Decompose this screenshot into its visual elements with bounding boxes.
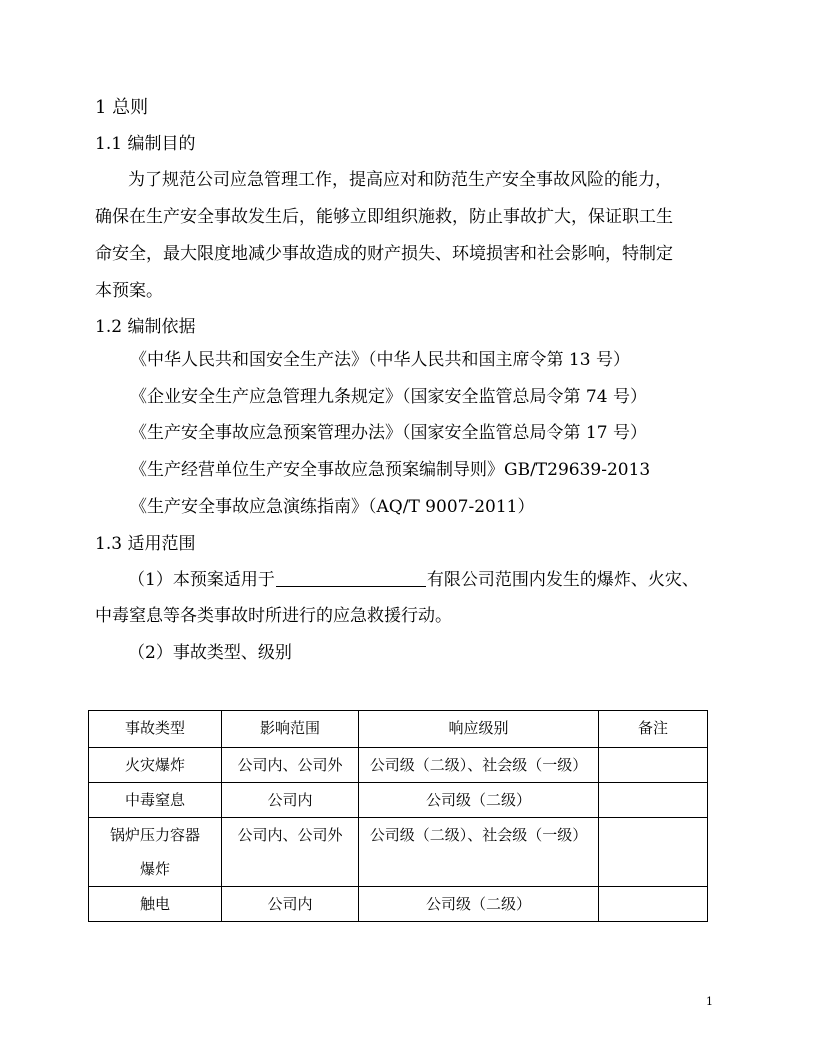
table-cell bbox=[599, 748, 708, 783]
table-cell bbox=[89, 818, 222, 887]
table-header-cell: 响应级别 bbox=[359, 711, 599, 748]
table-header-cell: 事故类型 bbox=[89, 711, 222, 748]
purpose-paragraph-line: 为了规范公司应急管理工作，提高应对和防范生产安全事故风险的能力， bbox=[128, 170, 672, 190]
table-cell bbox=[599, 818, 708, 887]
table-cell: 公司内、公司外 bbox=[222, 818, 359, 887]
table-cell-line: 锅炉压力容器 bbox=[109, 826, 200, 844]
company-name-blank bbox=[276, 569, 426, 587]
table-cell: 公司内 bbox=[222, 887, 359, 922]
reference-item: 《企业安全生产应急管理九条规定》（国家安全监管总局令第 74 号） bbox=[130, 387, 647, 407]
table-header-row bbox=[89, 711, 708, 748]
page-number: 1 bbox=[706, 995, 713, 1008]
table-header-cell: 影响范围 bbox=[222, 711, 359, 748]
section-heading-purpose: 1.1 编制目的 bbox=[95, 134, 196, 154]
scope-item-2: （2）事故类型、级别 bbox=[128, 643, 292, 663]
table-cell: 火灾爆炸 bbox=[89, 748, 222, 783]
table-cell: 公司级（二级）、社会级（一级） bbox=[359, 818, 599, 887]
reference-item: 《中华人民共和国安全生产法》（中华人民共和国主席令第 13 号） bbox=[130, 350, 630, 370]
table-row bbox=[89, 748, 708, 783]
table-cell: 公司内、公司外 bbox=[222, 748, 359, 783]
scope-item-1-after: 有限公司范围内发生的爆炸、火灾、 bbox=[426, 570, 699, 590]
section-heading-scope: 1.3 适用范围 bbox=[95, 534, 196, 554]
scope-item-1-continuation: 中毒窒息等各类事故时所进行的应急救援行动。 bbox=[95, 606, 452, 626]
table-row bbox=[89, 818, 708, 887]
table-cell: 公司级（二级）、社会级（一级） bbox=[359, 748, 599, 783]
scope-item-1 bbox=[128, 569, 699, 591]
table-cell bbox=[599, 887, 708, 922]
section-heading-basis: 1.2 编制依据 bbox=[95, 317, 196, 337]
table-cell: 公司级（二级） bbox=[359, 887, 599, 922]
accident-level-table bbox=[88, 710, 708, 922]
table-cell-line: 爆炸 bbox=[139, 860, 170, 878]
purpose-paragraph-line: 本预案。 bbox=[95, 281, 163, 301]
table-row bbox=[89, 783, 708, 818]
section-heading-general: 1 总则 bbox=[95, 97, 149, 118]
table-cell bbox=[599, 783, 708, 818]
reference-item: 《生产安全事故应急预案管理办法》（国家安全监管总局令第 17 号） bbox=[130, 423, 647, 443]
purpose-paragraph-line: 确保在生产安全事故发生后，能够立即组织施救，防止事故扩大，保证职工生 bbox=[95, 207, 673, 227]
purpose-paragraph-line: 命安全，最大限度地减少事故造成的财产损失、环境损害和社会影响，特制定 bbox=[95, 244, 673, 264]
reference-item: 《生产安全事故应急演练指南》（AQ/T 9007-2011） bbox=[130, 497, 535, 517]
table-header-cell: 备注 bbox=[599, 711, 708, 748]
scope-item-1-before: （1）本预案适用于 bbox=[128, 570, 275, 590]
table-cell: 触电 bbox=[89, 887, 222, 922]
table-cell: 中毒窒息 bbox=[89, 783, 222, 818]
table-cell: 公司级（二级） bbox=[359, 783, 599, 818]
reference-item: 《生产经营单位生产安全事故应急预案编制导则》GB/T29639-2013 bbox=[130, 460, 651, 480]
table-row bbox=[89, 887, 708, 922]
table-cell: 公司内 bbox=[222, 783, 359, 818]
